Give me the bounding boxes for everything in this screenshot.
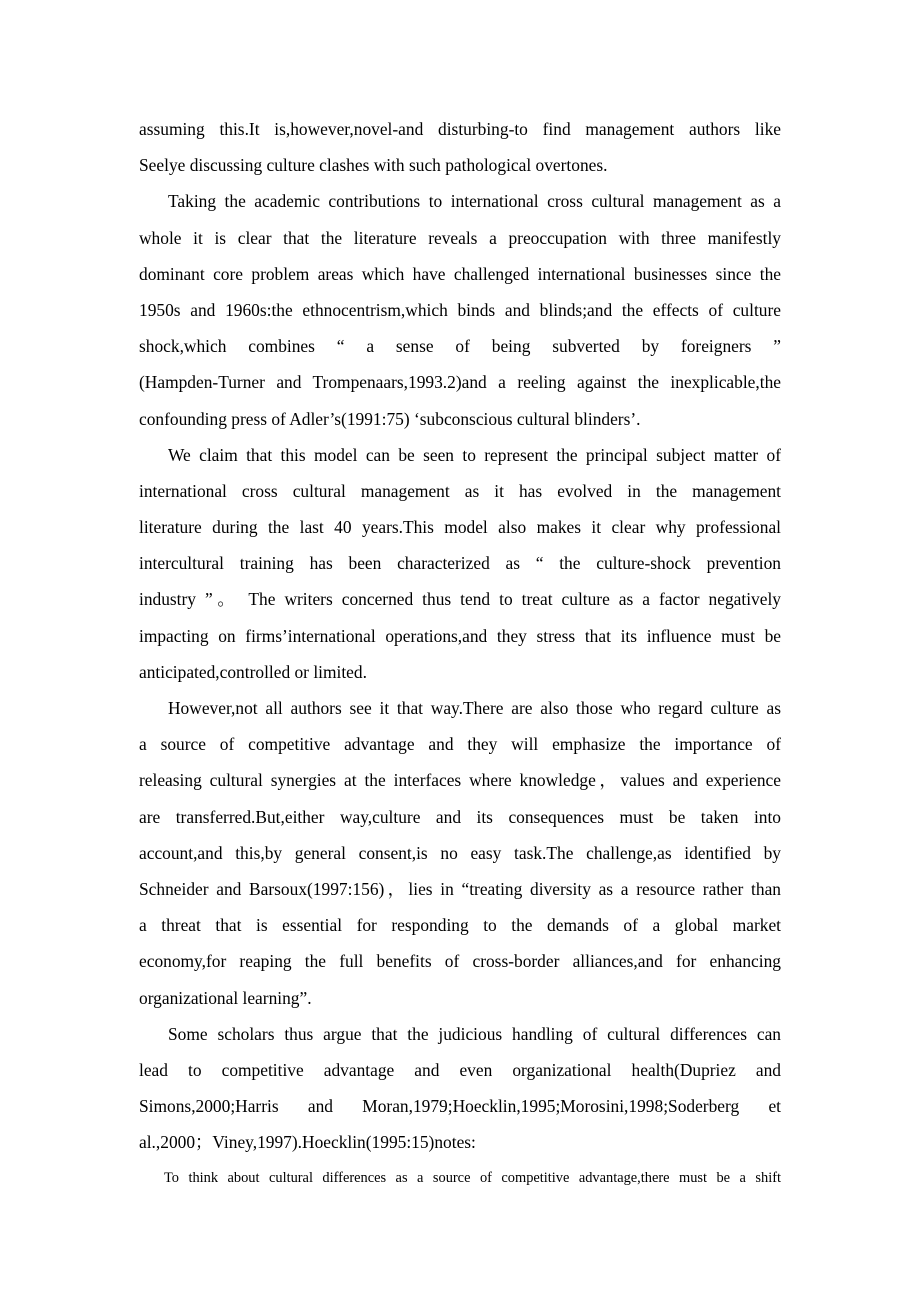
text-line: impacting on firms’international operations,and they stress that its influence must be bbox=[139, 625, 781, 646]
text-line: confounding press of Adler’s(1991:75) ‘subconscious cultural blinders’. bbox=[139, 408, 641, 429]
text-line: Some scholars thus argue that the judicious handling of cultural differences can bbox=[168, 1023, 781, 1044]
document-body bbox=[139, 111, 781, 1160]
paragraph bbox=[139, 690, 781, 1016]
text-line: dominant core problem areas which have challenged international businesses since the bbox=[139, 263, 781, 284]
text-line: Seelye discussing culture clashes with such pathological overtones. bbox=[139, 155, 608, 176]
text-line: releasing cultural synergies at the interfaces where knowledge，values and experience bbox=[139, 770, 781, 791]
text-line: a threat that is essential for responding to the demands of a global market bbox=[139, 915, 781, 936]
text-line: are transferred.But,either way,culture and its consequences must be taken into bbox=[139, 806, 781, 827]
paragraph bbox=[139, 1016, 781, 1161]
text-line: whole it is clear that the literature reveals a preoccupation with three manifestly bbox=[139, 227, 781, 248]
text-line: (Hampden-Turner and Trompenaars,1993.2)and a reeling against the inexplicable,the bbox=[139, 372, 781, 393]
paragraph bbox=[139, 183, 781, 436]
text-line: lead to competitive advantage and even organizational health(Dupriez and bbox=[139, 1059, 781, 1080]
text-line: shock,which combines “ a sense of being subverted by foreigners ” bbox=[139, 336, 781, 357]
text-line: industry ”。 The writers concerned thus tend to treat culture as a factor negatively bbox=[139, 589, 781, 610]
text-line: assuming this.It is,however,novel-and disturbing-to find management authors like bbox=[139, 119, 781, 139]
text-line: a source of competitive advantage and they will emphasize the importance of bbox=[139, 734, 781, 755]
text-line: Schneider and Barsoux(1997:156)，lies in “treating diversity as a resource rather than bbox=[139, 878, 781, 899]
text-line: However,not all authors see it that way.There are also those who regard culture as bbox=[168, 698, 781, 718]
text-line: anticipated,controlled or limited. bbox=[139, 661, 367, 682]
text-line: economy,for reaping the full benefits of cross-border alliances,and for enhancing bbox=[139, 951, 781, 972]
text-line: organizational learning”. bbox=[139, 987, 312, 1008]
text-line: intercultural training has been characterized as “ the culture-shock prevention bbox=[139, 553, 781, 574]
paragraph bbox=[139, 437, 781, 690]
text-line: 1950s and 1960s:the ethnocentrism,which binds and blinds;and the effects of culture bbox=[139, 299, 781, 320]
text-line: al.,2000；Viney,1997).Hoecklin(1995:15)notes: bbox=[139, 1132, 476, 1153]
block-quote-line: To think about cultural differences as a source of competitive advantage,there must be a shift bbox=[164, 1170, 781, 1186]
text-line: account,and this,by general consent,is no easy task.The challenge,as identified by bbox=[139, 842, 781, 863]
paragraph bbox=[139, 111, 781, 183]
text-line: We claim that this model can be seen to represent the principal subject matter of bbox=[168, 444, 781, 465]
text-line: Simons,2000;Harris and Moran,1979;Hoecklin,1995;Morosini,1998;Soderberg et bbox=[139, 1096, 781, 1117]
text-line: literature during the last 40 years.This model also makes it clear why professional bbox=[139, 517, 781, 538]
text-line: international cross cultural management as it has evolved in the management bbox=[139, 480, 781, 501]
text-line: Taking the academic contributions to international cross cultural management as a bbox=[168, 191, 781, 212]
